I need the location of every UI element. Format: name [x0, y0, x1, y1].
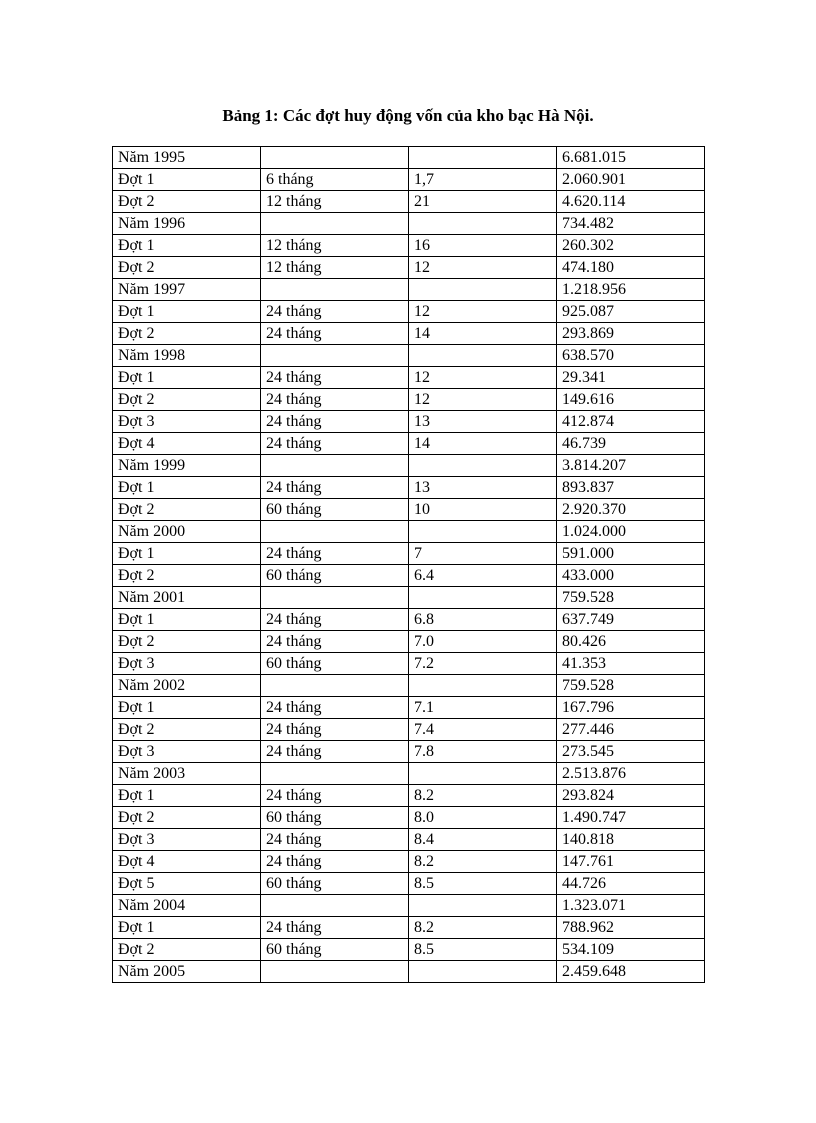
- amount-cell: 147.761: [557, 851, 705, 873]
- table-row: [113, 169, 705, 191]
- table-row: [113, 565, 705, 587]
- rate-cell: 12: [409, 367, 557, 389]
- amount-cell: 46.739: [557, 433, 705, 455]
- term-cell: 60 tháng: [261, 873, 409, 895]
- row-label-cell: Đợt 1: [113, 235, 261, 257]
- table-row: [113, 763, 705, 785]
- row-label-cell: Đợt 2: [113, 191, 261, 213]
- table-row: [113, 433, 705, 455]
- table-row: [113, 411, 705, 433]
- table-row: [113, 741, 705, 763]
- table-row: [113, 389, 705, 411]
- rate-cell: 12: [409, 389, 557, 411]
- table-row: [113, 829, 705, 851]
- rate-cell: 8.5: [409, 873, 557, 895]
- amount-cell: 2.920.370: [557, 499, 705, 521]
- rate-cell: 1,7: [409, 169, 557, 191]
- rate-cell: [409, 521, 557, 543]
- table-row: [113, 323, 705, 345]
- rate-cell: [409, 961, 557, 983]
- term-cell: [261, 895, 409, 917]
- rate-cell: [409, 279, 557, 301]
- table-row: [113, 719, 705, 741]
- amount-cell: 433.000: [557, 565, 705, 587]
- amount-cell: 637.749: [557, 609, 705, 631]
- rate-cell: 13: [409, 411, 557, 433]
- amount-cell: 412.874: [557, 411, 705, 433]
- amount-cell: 1.490.747: [557, 807, 705, 829]
- amount-cell: 2.060.901: [557, 169, 705, 191]
- rate-cell: 8.2: [409, 785, 557, 807]
- row-label-cell: Đợt 2: [113, 389, 261, 411]
- amount-cell: 759.528: [557, 587, 705, 609]
- table-row: [113, 213, 705, 235]
- amount-cell: 167.796: [557, 697, 705, 719]
- term-cell: 24 tháng: [261, 323, 409, 345]
- row-label-cell: Đợt 3: [113, 411, 261, 433]
- row-label-cell: Đợt 1: [113, 609, 261, 631]
- amount-cell: 3.814.207: [557, 455, 705, 477]
- rate-cell: 8.2: [409, 851, 557, 873]
- table-row: [113, 697, 705, 719]
- amount-cell: 6.681.015: [557, 147, 705, 169]
- row-label-cell: Đợt 1: [113, 477, 261, 499]
- term-cell: 24 tháng: [261, 741, 409, 763]
- amount-cell: 80.426: [557, 631, 705, 653]
- term-cell: 24 tháng: [261, 697, 409, 719]
- term-cell: 24 tháng: [261, 829, 409, 851]
- table-row: [113, 521, 705, 543]
- amount-cell: 591.000: [557, 543, 705, 565]
- amount-cell: 1.323.071: [557, 895, 705, 917]
- row-label-cell: Năm 1999: [113, 455, 261, 477]
- table-row: [113, 807, 705, 829]
- rate-cell: 7.8: [409, 741, 557, 763]
- row-label-cell: Năm 1997: [113, 279, 261, 301]
- table-row: [113, 675, 705, 697]
- row-label-cell: Năm 2002: [113, 675, 261, 697]
- row-label-cell: Đợt 3: [113, 653, 261, 675]
- term-cell: 60 tháng: [261, 653, 409, 675]
- term-cell: [261, 345, 409, 367]
- row-label-cell: Đợt 2: [113, 939, 261, 961]
- funding-table-body: [113, 147, 705, 983]
- table-row: [113, 235, 705, 257]
- amount-cell: 44.726: [557, 873, 705, 895]
- row-label-cell: Đợt 2: [113, 807, 261, 829]
- rate-cell: 12: [409, 301, 557, 323]
- amount-cell: 41.353: [557, 653, 705, 675]
- table-row: [113, 301, 705, 323]
- amount-cell: 1.218.956: [557, 279, 705, 301]
- term-cell: 24 tháng: [261, 917, 409, 939]
- rate-cell: 6.4: [409, 565, 557, 587]
- table-row: [113, 851, 705, 873]
- term-cell: 60 tháng: [261, 939, 409, 961]
- row-label-cell: Đợt 2: [113, 631, 261, 653]
- page-title: Bảng 1: Các đợt huy động vốn của kho bạc Hà Nội.: [222, 106, 594, 125]
- row-label-cell: Đợt 1: [113, 543, 261, 565]
- rate-cell: 8.0: [409, 807, 557, 829]
- row-label-cell: Đợt 4: [113, 851, 261, 873]
- term-cell: 12 tháng: [261, 235, 409, 257]
- amount-cell: 260.302: [557, 235, 705, 257]
- row-label-cell: Đợt 1: [113, 697, 261, 719]
- amount-cell: 759.528: [557, 675, 705, 697]
- term-cell: [261, 675, 409, 697]
- term-cell: 12 tháng: [261, 257, 409, 279]
- amount-cell: 1.024.000: [557, 521, 705, 543]
- table-row: [113, 961, 705, 983]
- row-label-cell: Đợt 2: [113, 565, 261, 587]
- row-label-cell: Đợt 4: [113, 433, 261, 455]
- rate-cell: 10: [409, 499, 557, 521]
- rate-cell: 7.4: [409, 719, 557, 741]
- rate-cell: [409, 147, 557, 169]
- term-cell: [261, 587, 409, 609]
- amount-cell: 893.837: [557, 477, 705, 499]
- amount-cell: 149.616: [557, 389, 705, 411]
- rate-cell: [409, 895, 557, 917]
- row-label-cell: Đợt 1: [113, 785, 261, 807]
- amount-cell: 4.620.114: [557, 191, 705, 213]
- term-cell: [261, 455, 409, 477]
- amount-cell: 474.180: [557, 257, 705, 279]
- rate-cell: [409, 675, 557, 697]
- table-row: [113, 147, 705, 169]
- row-label-cell: Năm 1996: [113, 213, 261, 235]
- rate-cell: 16: [409, 235, 557, 257]
- row-label-cell: Đợt 2: [113, 323, 261, 345]
- funding-table: [112, 146, 705, 983]
- term-cell: 60 tháng: [261, 807, 409, 829]
- rate-cell: 12: [409, 257, 557, 279]
- term-cell: [261, 961, 409, 983]
- amount-cell: 534.109: [557, 939, 705, 961]
- table-row: [113, 895, 705, 917]
- term-cell: 60 tháng: [261, 499, 409, 521]
- rate-cell: 7: [409, 543, 557, 565]
- rate-cell: 14: [409, 433, 557, 455]
- rate-cell: 8.5: [409, 939, 557, 961]
- amount-cell: 293.824: [557, 785, 705, 807]
- rate-cell: [409, 763, 557, 785]
- table-row: [113, 191, 705, 213]
- table-row: [113, 873, 705, 895]
- term-cell: 24 tháng: [261, 301, 409, 323]
- term-cell: 24 tháng: [261, 609, 409, 631]
- term-cell: 24 tháng: [261, 785, 409, 807]
- term-cell: 12 tháng: [261, 191, 409, 213]
- row-label-cell: Đợt 2: [113, 257, 261, 279]
- term-cell: 24 tháng: [261, 719, 409, 741]
- amount-cell: 2.459.648: [557, 961, 705, 983]
- term-cell: 24 tháng: [261, 477, 409, 499]
- row-label-cell: Năm 1995: [113, 147, 261, 169]
- rate-cell: [409, 345, 557, 367]
- table-row: [113, 609, 705, 631]
- row-label-cell: Năm 1998: [113, 345, 261, 367]
- term-cell: 24 tháng: [261, 851, 409, 873]
- table-row: [113, 477, 705, 499]
- rate-cell: 7.1: [409, 697, 557, 719]
- row-label-cell: Đợt 3: [113, 741, 261, 763]
- table-row: [113, 587, 705, 609]
- rate-cell: 8.2: [409, 917, 557, 939]
- row-label-cell: Đợt 1: [113, 169, 261, 191]
- rate-cell: [409, 455, 557, 477]
- table-row: [113, 279, 705, 301]
- amount-cell: 29.341: [557, 367, 705, 389]
- table-row: [113, 631, 705, 653]
- term-cell: [261, 763, 409, 785]
- table-row: [113, 455, 705, 477]
- table-row: [113, 499, 705, 521]
- row-label-cell: Năm 2003: [113, 763, 261, 785]
- term-cell: 24 tháng: [261, 367, 409, 389]
- rate-cell: 21: [409, 191, 557, 213]
- rate-cell: [409, 213, 557, 235]
- term-cell: 24 tháng: [261, 631, 409, 653]
- table-row: [113, 543, 705, 565]
- rate-cell: [409, 587, 557, 609]
- amount-cell: 638.570: [557, 345, 705, 367]
- table-row: [113, 653, 705, 675]
- term-cell: 24 tháng: [261, 411, 409, 433]
- row-label-cell: Năm 2001: [113, 587, 261, 609]
- amount-cell: 140.818: [557, 829, 705, 851]
- rate-cell: 7.0: [409, 631, 557, 653]
- row-label-cell: Đợt 1: [113, 367, 261, 389]
- row-label-cell: Năm 2000: [113, 521, 261, 543]
- term-cell: [261, 213, 409, 235]
- row-label-cell: Đợt 1: [113, 917, 261, 939]
- rate-cell: 13: [409, 477, 557, 499]
- table-row: [113, 917, 705, 939]
- amount-cell: 293.869: [557, 323, 705, 345]
- row-label-cell: Đợt 1: [113, 301, 261, 323]
- table-row: [113, 345, 705, 367]
- amount-cell: 788.962: [557, 917, 705, 939]
- term-cell: 60 tháng: [261, 565, 409, 587]
- row-label-cell: Năm 2005: [113, 961, 261, 983]
- table-row: [113, 785, 705, 807]
- row-label-cell: Năm 2004: [113, 895, 261, 917]
- table-row: [113, 939, 705, 961]
- amount-cell: 925.087: [557, 301, 705, 323]
- term-cell: [261, 279, 409, 301]
- term-cell: 24 tháng: [261, 389, 409, 411]
- term-cell: 24 tháng: [261, 543, 409, 565]
- rate-cell: 14: [409, 323, 557, 345]
- table-row: [113, 367, 705, 389]
- table-row: [113, 257, 705, 279]
- row-label-cell: Đợt 3: [113, 829, 261, 851]
- rate-cell: 8.4: [409, 829, 557, 851]
- rate-cell: 6.8: [409, 609, 557, 631]
- term-cell: [261, 521, 409, 543]
- row-label-cell: Đợt 5: [113, 873, 261, 895]
- amount-cell: 277.446: [557, 719, 705, 741]
- amount-cell: 273.545: [557, 741, 705, 763]
- amount-cell: 734.482: [557, 213, 705, 235]
- rate-cell: 7.2: [409, 653, 557, 675]
- row-label-cell: Đợt 2: [113, 719, 261, 741]
- term-cell: 24 tháng: [261, 433, 409, 455]
- row-label-cell: Đợt 2: [113, 499, 261, 521]
- term-cell: 6 tháng: [261, 169, 409, 191]
- amount-cell: 2.513.876: [557, 763, 705, 785]
- term-cell: [261, 147, 409, 169]
